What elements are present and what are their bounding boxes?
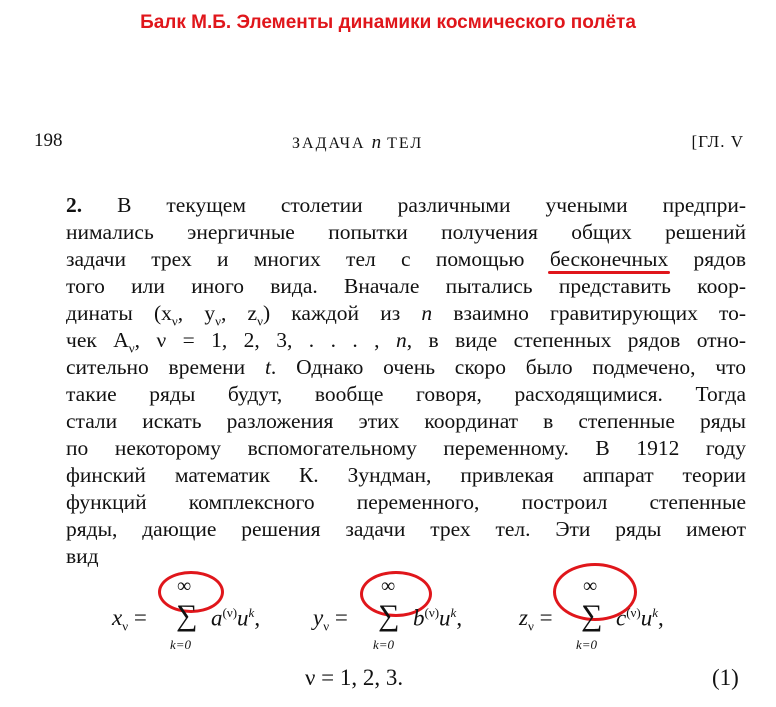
x-series-lhs [112,605,147,635]
superscript: k [248,605,255,620]
z-series-lhs [519,605,553,635]
text-line: по некоторому вспомогательному переменному. В 1912 году [66,436,746,460]
text-fragment: . Однако очень скоро было подмечено, что [270,355,746,379]
math-var: c [616,605,627,631]
text-line: финский математик К. Зундман, привлекая аппарат теории [66,463,746,487]
running-title-post: ТЕЛ [387,135,424,152]
page-number: 198 [34,130,63,151]
chapter-label: [ГЛ. V [691,132,744,151]
text-line: такие ряды будут, вообще говоря, расходящимися. Тогда [66,382,746,406]
math-var: x [112,605,123,630]
comma: , [456,605,463,631]
y-series-rhs [413,605,462,632]
subscript: ν [257,313,263,329]
infinity-symbol: ∞ [177,575,192,597]
subscript: ν [171,313,178,329]
lower-limit: k=0 [373,637,395,652]
comma: , [658,605,664,631]
math-var: y [313,605,324,630]
text-fragment: ) каждой из [262,301,401,325]
text-fragment: , ν = 1, 2, 3, . . . , [134,328,380,352]
subscript: ν [122,618,129,634]
math-var: u [237,605,249,631]
series-formula [0,575,776,665]
math-var: a [211,605,223,631]
math-var: n [421,301,433,325]
lower-limit: k=0 [576,637,598,652]
text-fragment: сительно времени [66,355,246,379]
sigma-symbol: ∑ [378,599,400,632]
sigma-symbol: ∑ [581,599,603,632]
superscript: (ν) [626,605,641,620]
paragraph-number: 2. [66,193,83,217]
text-fragment: В текущем столетии различными учеными предпри- [117,193,746,217]
math-var: u [439,605,451,631]
text-line: вид [66,544,99,568]
running-title [292,132,423,154]
infinity-symbol: ∞ [583,575,598,597]
text-line [66,300,746,327]
highlighted-word: бесконечных [549,247,669,271]
running-title-pre: ЗАДАЧА [292,135,366,152]
text-line [66,246,746,273]
math-var: z [519,605,528,630]
text-line: нимались энергичные попытки получения общих решений [66,220,746,244]
text-line: функций комплексного переменного, построил степенные [66,490,746,514]
superscript: k [652,605,659,620]
text-line [66,192,746,219]
text-fragment: взаимно гравитирующих [453,301,698,325]
subscript: ν [527,618,534,634]
math-var: b [413,605,425,631]
paragraph-body [66,192,746,570]
equals-sign: = [133,605,147,630]
text-fragment: , z [220,301,258,325]
subscript: ν [323,618,330,634]
superscript: (ν) [424,605,440,620]
math-var: n [395,328,407,352]
text-fragment: чек A [66,328,129,352]
text-fragment: , y [177,301,216,325]
subscript: ν [215,313,221,329]
lower-limit: k=0 [170,637,192,652]
nu-values-line: ν = 1, 2, 3. [305,665,404,690]
equals-sign: = [334,605,348,630]
text-fragment: динаты (x [66,301,172,325]
text-line [66,354,746,381]
text-line [66,327,746,354]
comma: , [254,605,261,631]
superscript: k [450,605,457,620]
y-series-lhs [313,605,348,635]
text-fragment: рядов [693,247,747,271]
text-line: того или иного вида. Вначале пытались представить коор- [66,274,746,298]
running-title-n: n [371,132,382,153]
text-line: ряды, дающие решения задачи трех тел. Эти ряды имеют [66,517,746,541]
math-var: t [264,355,271,379]
text-fragment: задачи трех и многих тел с помощью [66,247,525,271]
book-title: Балк М.Б. Элементы динамики космического полёта [140,12,636,33]
superscript: (ν) [222,605,238,620]
math-var: u [640,605,653,631]
text-fragment: то- [719,301,747,325]
text-fragment: , в виде степенных рядов отно- [406,328,746,352]
sigma-symbol: ∑ [176,599,198,632]
z-series-rhs [616,605,664,632]
subscript: ν [128,340,135,356]
infinity-symbol: ∞ [381,575,396,597]
equation-number: (1) [712,665,739,690]
text-line: стали искать разложения этих координат в степенные ряды [66,409,746,433]
x-series-rhs [211,605,260,632]
equals-sign: = [539,605,553,630]
